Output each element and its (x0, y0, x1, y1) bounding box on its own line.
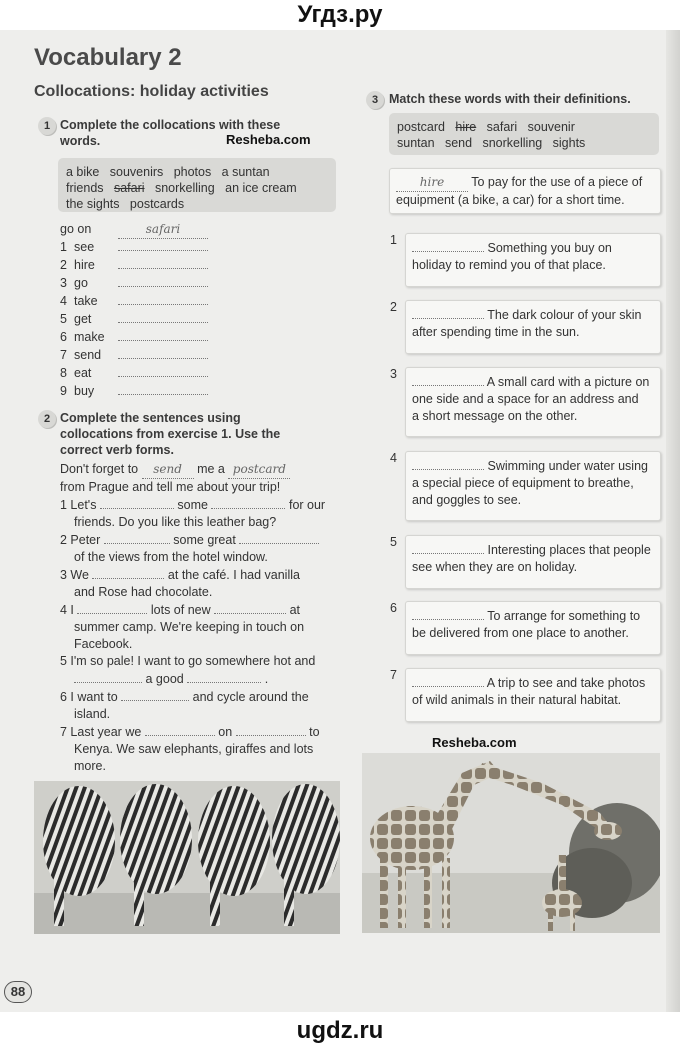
answer-blank[interactable] (187, 670, 261, 683)
zebras-illustration (34, 781, 340, 934)
answer-blank[interactable] (412, 541, 484, 554)
answer-blank[interactable]: postcard (228, 461, 290, 479)
definition-number: 3 (390, 367, 397, 381)
definition-number: 5 (390, 535, 397, 549)
word-box-line1: a bike souvenirs photos a suntan (66, 165, 270, 179)
definition-number: 1 (390, 233, 397, 247)
exercise-3-badge: 3 (366, 91, 384, 109)
definition-number: 6 (390, 601, 397, 615)
exercise-1-word-box (58, 158, 336, 212)
giraffes-photo (362, 753, 660, 933)
answer-blank[interactable] (77, 601, 147, 614)
exercise-1-items (60, 238, 260, 400)
answer-blank[interactable] (118, 310, 208, 323)
site-header: Угдз.ру (297, 1, 383, 28)
exercise-1-number (38, 116, 56, 135)
answer-blank[interactable] (145, 723, 215, 736)
exercise-1-item: 7 send (60, 346, 260, 364)
sentence-6: 6 I want to and cycle around the (60, 690, 309, 704)
definition-number: 4 (390, 451, 397, 465)
page-title: Vocabulary 2 (34, 44, 182, 71)
exercise-1-item: 6 make (60, 328, 260, 346)
answer-blank[interactable] (118, 292, 208, 305)
exercise-2-sentences: Don't forget to send me a postcard from Prague and tell me about your trip! 1 Let's some for our friends. Do you like this leather bag? 2 Peter some great of the views from the hotel window. 3 We at the café. I had vanilla and Rose had chocolate. 4 I lots of new at summer camp. We're keeping in touch on Facebook. 5 I'm so pale! I want to go somewhere hot and a good . 6 I want to and cycle around the island. 7 Last year we on to Kenya. We saw elephants, giraffes and lots more. (60, 461, 350, 775)
giraffes-illustration (362, 753, 660, 933)
exercise-1-list (60, 221, 260, 239)
definition-box: To arrange for something to be delivered from one place to another. (405, 601, 661, 655)
exercise-2-example: Don't forget to send me a postcard (60, 461, 350, 479)
answer-blank[interactable] (104, 531, 170, 544)
sentence-3: 3 We at the café. I had vanilla (60, 568, 300, 582)
answer-blank[interactable] (118, 346, 208, 359)
answer-blank[interactable] (412, 607, 484, 620)
definition-number: 7 (390, 668, 397, 682)
exercise-1-item: 5 get (60, 310, 260, 328)
crossed-out-word: hire (455, 120, 477, 134)
word-box-line2: friends safari snorkelling an ice cream (66, 181, 297, 195)
definition-box: The dark colour of your skin after spending time in the sun. (405, 300, 661, 354)
exercise-1-item: 3 go (60, 274, 260, 292)
exercise-2-badge: 2 (38, 410, 56, 428)
definition-box: Something you buy on holiday to remind you of that place. (405, 233, 661, 287)
exercise-1-instruction-line1: Complete the collocations with these (60, 118, 281, 132)
textbook-page (0, 30, 680, 1012)
definition-box: Interesting places that people see when they are on holiday. (405, 535, 661, 589)
definition-number: 2 (390, 300, 397, 314)
answer-blank[interactable] (100, 496, 174, 509)
crossed-out-word: safari (113, 181, 145, 195)
exercise-1-item: 2 hire (60, 256, 260, 274)
answer-blank[interactable] (121, 688, 189, 701)
page-number: 88 (4, 981, 32, 1003)
answer-blank[interactable] (118, 274, 208, 287)
sentence-4: 4 I lots of new at (60, 603, 301, 617)
exercise-1-item: 9 buy (60, 382, 260, 400)
answer-blank[interactable] (239, 531, 319, 544)
exercise-2-instruction: Complete the sentences using collocations from exercise 1. Use the correct verb forms. (60, 411, 281, 457)
answer-blank[interactable]: send (142, 461, 194, 479)
word-box-line3: the sights postcards (66, 197, 185, 211)
exercise-2-number (38, 409, 56, 428)
watermark-text-2: Resheba.com (432, 735, 517, 750)
answer-blank[interactable] (412, 239, 484, 252)
exercise-1-item: 1 see (60, 238, 260, 256)
exercise-1-badge: 1 (38, 117, 56, 135)
exercise-3-word-box: postcard hire safari souvenir suntan send snorkelling sights (389, 113, 659, 155)
answer-blank[interactable] (118, 382, 208, 395)
answer-blank[interactable] (412, 457, 484, 470)
definition-box: Swimming under water using a special piece of equipment to breathe, and goggles to see. (405, 451, 661, 521)
answer-blank[interactable] (118, 238, 208, 251)
exercise-3-instruction: Match these words with their definitions. (389, 92, 631, 106)
answer-blank[interactable] (118, 364, 208, 377)
exercise-1-item: 8 eat (60, 364, 260, 382)
sentence-1: 1 Let's some for our (60, 498, 326, 512)
answer-blank[interactable] (412, 674, 484, 687)
answer-blank[interactable] (211, 496, 285, 509)
answer-blank[interactable] (412, 306, 484, 319)
exercise-1-item: 4 take (60, 292, 260, 310)
answer-blank[interactable] (214, 601, 286, 614)
definition-box: A small card with a picture on one side and a space for an address and a short message on the other. (405, 367, 661, 437)
answer-blank[interactable] (118, 256, 208, 269)
page-spine-shadow (666, 30, 680, 1012)
definition-box: A trip to see and take photos of wild animals in their natural habitat. (405, 668, 661, 722)
zebras-photo (34, 781, 340, 934)
answer-blank[interactable]: hire (396, 174, 468, 192)
sentence-7: 7 Last year we on to (60, 725, 320, 739)
sentence-2: 2 Peter some great (60, 531, 350, 549)
section-subtitle: Collocations: holiday activities (34, 83, 269, 100)
exercise-1-instruction-line2: words. (60, 134, 101, 148)
exercise-1-example-row: go on safari (60, 221, 260, 239)
definition-example: hire To pay for the use of a piece of equipment (a bike, a car) for a short time. (389, 168, 661, 214)
site-footer: ugdz.ru (296, 1017, 384, 1044)
answer-blank[interactable] (236, 723, 306, 736)
exercise-3-number (366, 90, 384, 109)
watermark-text: Resheba.com (226, 132, 311, 147)
answer-blank[interactable] (92, 566, 164, 579)
answer-blank[interactable] (118, 328, 208, 341)
answer-blank[interactable]: safari (118, 221, 208, 239)
answer-blank[interactable] (412, 373, 484, 386)
sentence-5: 5 I'm so pale! I want to go somewhere hot and (60, 654, 316, 668)
answer-blank[interactable] (74, 670, 142, 683)
